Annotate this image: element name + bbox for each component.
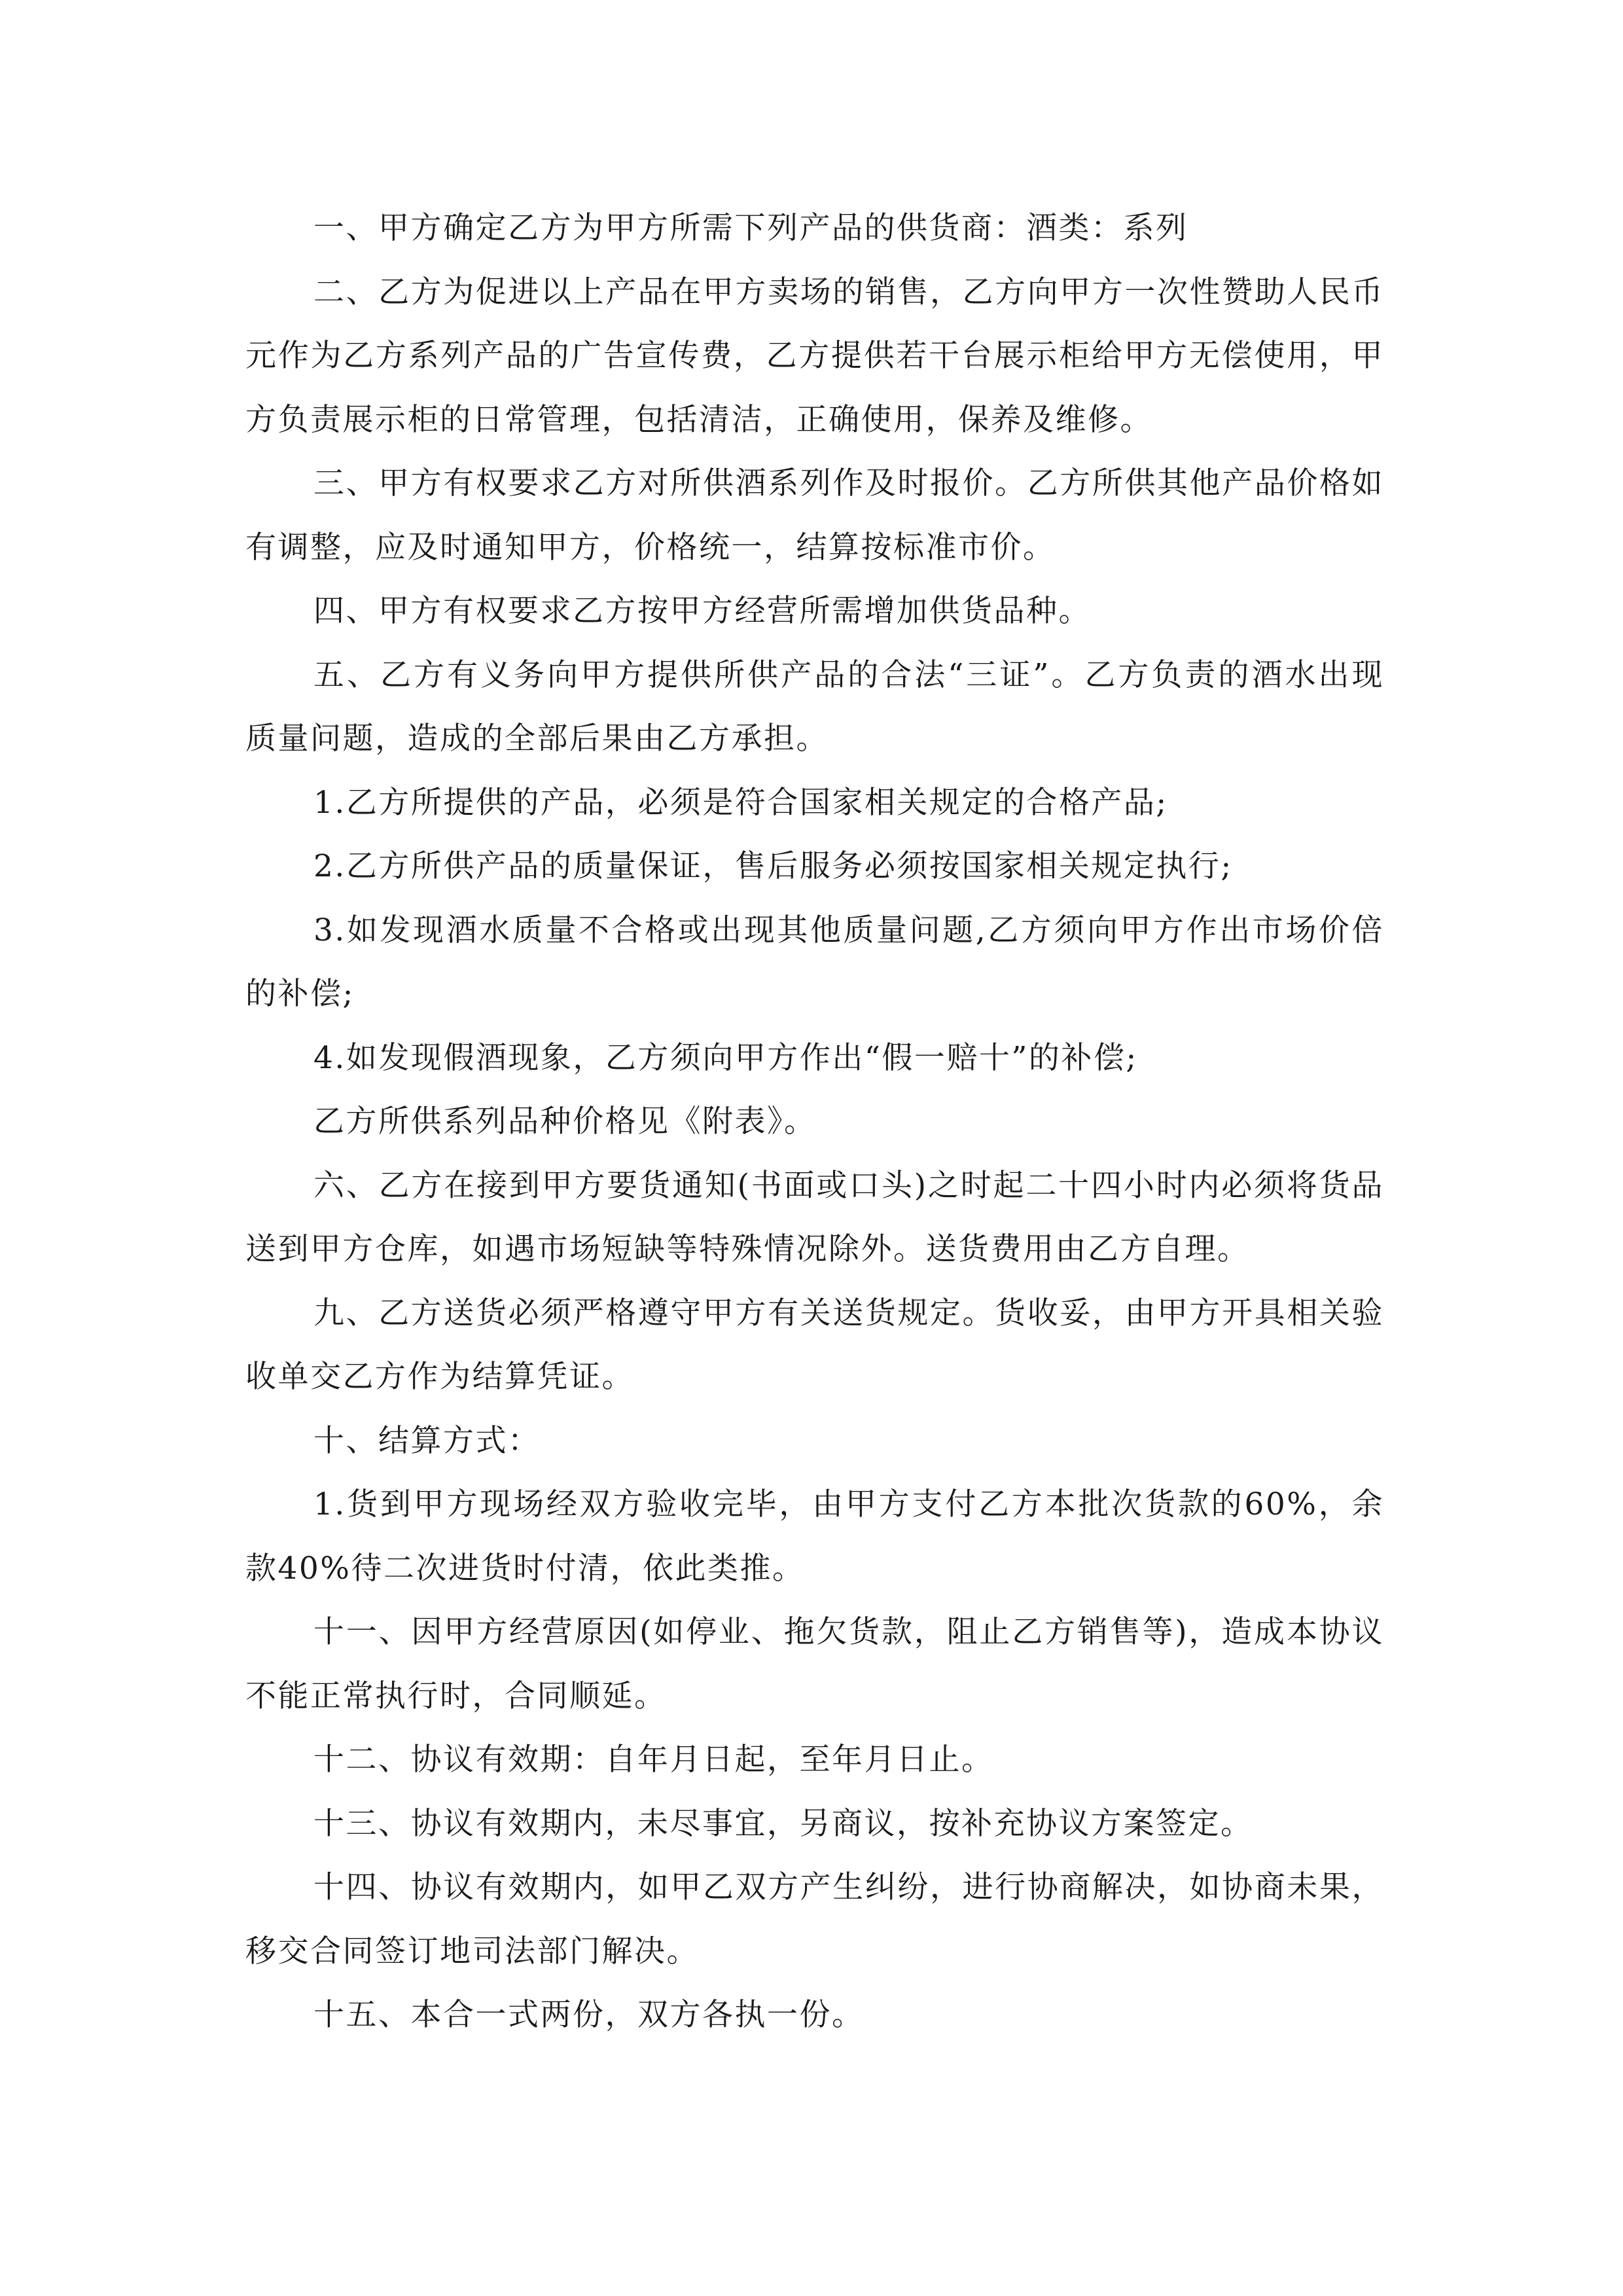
- paragraph-15: 十一、因甲方经营原因(如停业、拖欠货款，阻止乙方销售等)，造成本协议不能正常执行时，合同顺延。: [245, 1614, 1384, 1714]
- paragraph-12: 九、乙方送货必须严格遵守甲方有关送货规定。货收妥，由甲方开具相关验收单交乙方作为结算凭证。: [245, 1295, 1384, 1395]
- paragraph-5: 五、乙方有义务向甲方提供所供产品的合法“三证”。乙方负责的酒水出现质量问题，造成的全部后果由乙方承担。: [245, 656, 1384, 757]
- paragraph-9: 4.如发现假酒现象，乙方须向甲方作出“假一赔十”的补偿;: [313, 1039, 1138, 1076]
- paragraph-19: 十五、本合一式两份，双方各执一份。: [313, 1997, 865, 2033]
- paragraph-14: 1.货到甲方现场经双方验收完毕，由甲方支付乙方本批次货款的60%，余款40%待二次进货时付清，依此类推。: [245, 1486, 1384, 1587]
- paragraph-18: 十四、协议有效期内，如甲乙双方产生纠纷，进行协商解决，如协商未果，移交合同签订地司法部门解决。: [245, 1869, 1384, 1969]
- paragraph-6: 1.乙方所提供的产品，必须是符合国家相关规定的合格产品;: [313, 784, 1168, 821]
- paragraph-13: 十、结算方式：: [313, 1422, 541, 1459]
- paragraph-1: 一、甲方确定乙方为甲方所需下列产品的供货商：酒类：系列: [313, 210, 1188, 246]
- paragraph-3: 三、甲方有权要求乙方对所供酒系列作及时报价。乙方所供其他产品价格如有调整，应及时通知甲方，价格统一，结算按标准市价。: [245, 465, 1384, 565]
- document-body: [245, 196, 1384, 2047]
- paragraph-10: 乙方所供系列品种价格见《附表》。: [313, 1103, 817, 1139]
- paragraph-8: 3.如发现酒水质量不合格或出现其他质量问题,乙方须向甲方作出市场价倍的补偿;: [245, 912, 1384, 1012]
- paragraph-16: 十二、协议有效期：自年月日起，至年月日止。: [313, 1742, 994, 1778]
- paragraph-17: 十三、协议有效期内，未尽事宜，另商议，按补充协议方案签定。: [313, 1805, 1253, 1842]
- paragraph-2: 二、乙方为促进以上产品在甲方卖场的销售，乙方向甲方一次性赞助人民币元作为乙方系列产品的广告宣传费，乙方提供若干台展示柜给甲方无偿使用，甲方负责展示柜的日常管理，包括清洁，正确使用，保养及维修。: [245, 274, 1384, 438]
- paragraph-4: 四、甲方有权要求乙方按甲方经营所需增加供货品种。: [313, 593, 1091, 629]
- paragraph-11: 六、乙方在接到甲方要货通知(书面或口头)之时起二十四小时内必须将货品送到甲方仓库，如遇市场短缺等特殊情况除外。送货费用由乙方自理。: [245, 1167, 1384, 1267]
- paragraph-7: 2.乙方所供产品的质量保证，售后服务必须按国家相关规定执行;: [313, 848, 1233, 884]
